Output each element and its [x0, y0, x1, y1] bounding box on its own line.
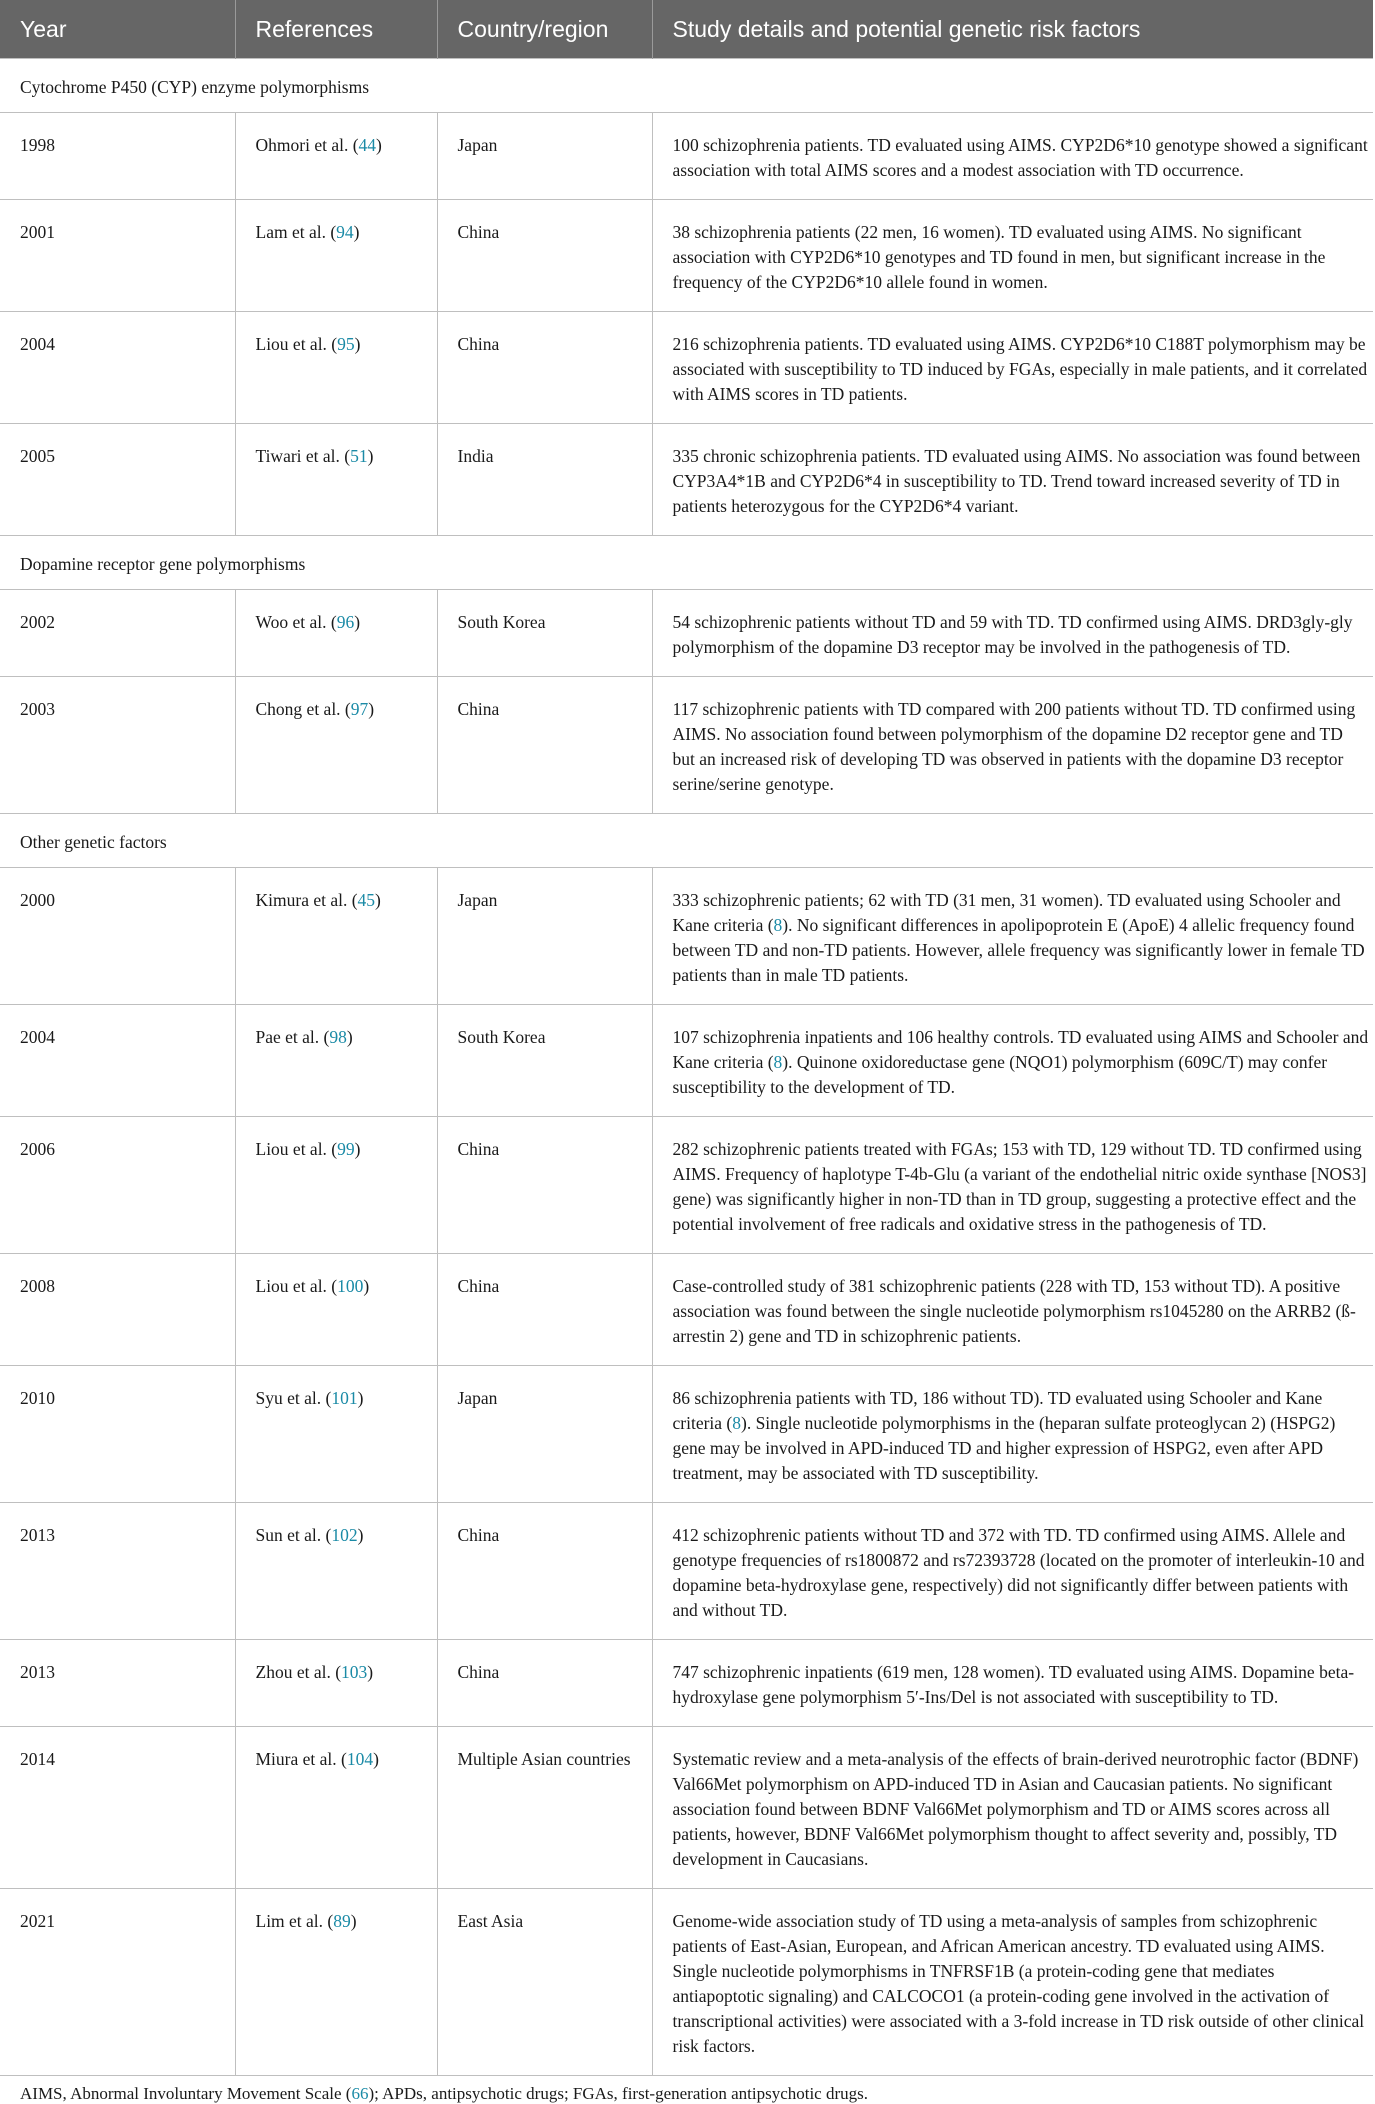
year-cell: 2004	[0, 312, 235, 424]
country-cell: Japan	[437, 113, 652, 200]
reference-close: )	[367, 1662, 374, 1682]
country-cell: Multiple Asian countries	[437, 1727, 652, 1889]
reference-link[interactable]: 99	[337, 1139, 355, 1159]
header-row	[0, 0, 1373, 59]
header-country: Country/region	[437, 0, 652, 59]
reference-cell	[235, 1366, 437, 1503]
reference-author: Pae et al. (	[255, 1027, 330, 1047]
section-title: Other genetic factors	[0, 814, 1373, 868]
reference-close: )	[357, 1525, 364, 1545]
reference-cell	[235, 868, 437, 1005]
reference-cell	[235, 1005, 437, 1117]
country-cell: India	[437, 424, 652, 536]
details-cell: Genome-wide association study of TD using a meta-analysis of samples from schizophrenic patients of East-Asian, European, and African American ancestry. TD evaluated using AIMS. Single nucleotide polymorphisms in TNFRSF1B (a protein-coding gene that mediates antiapoptotic signaling) and CALCOCO1 (a protein-coding gene involved in the activation of transcriptional activities) were associated with a 3-fold increase in TD risk outside of other clinical risk factors.	[652, 1889, 1373, 2076]
country-cell: China	[437, 1503, 652, 1640]
country-cell: China	[437, 1254, 652, 1366]
reference-author: Tiwari et al. (	[255, 446, 351, 466]
details-text: 333 schizophrenic patients; 62 with TD (31 men, 31 women). TD evaluated using Schooler and Kane criteria (	[672, 890, 1341, 935]
reference-close: )	[376, 135, 382, 155]
reference-cell	[235, 590, 437, 677]
details-ref-link[interactable]: 8	[732, 1413, 741, 1433]
year-cell: 1998	[0, 113, 235, 200]
reference-author: Liou et al. (	[255, 334, 338, 354]
reference-author: Kimura et al. (	[255, 890, 358, 910]
section-row	[0, 814, 1373, 868]
reference-link[interactable]: 97	[350, 699, 369, 719]
details-ref-link[interactable]: 8	[773, 1052, 783, 1072]
country-cell: China	[437, 1640, 652, 1727]
table-row	[0, 113, 1373, 200]
table-row	[0, 1117, 1373, 1254]
header-study-details: Study details and potential genetic risk factors	[652, 0, 1373, 59]
year-cell: 2000	[0, 868, 235, 1005]
details-cell: Systematic review and a meta-analysis of the effects of brain-derived neurotrophic factor (BDNF) Val66Met polymorphism on APD-induced TD in Asian and Caucasian patients. No significant association found between BDNF Val66Met polymorphism and TD or AIMS scores across all patients, however, BDNF Val66Met polymorphism thought to affect severity and, possibly, TD development in Caucasians.	[652, 1727, 1373, 1889]
country-cell: China	[437, 312, 652, 424]
year-cell: 2003	[0, 677, 235, 814]
table-header	[0, 0, 1373, 59]
table-row	[0, 1727, 1373, 1889]
details-cell	[652, 1366, 1373, 1503]
country-cell: Japan	[437, 1366, 652, 1503]
reference-close: )	[346, 1027, 353, 1047]
reference-cell	[235, 113, 437, 200]
details-cell: 747 schizophrenic inpatients (619 men, 128 women). TD evaluated using AIMS. Dopamine beta-hydroxylase gene polymorphism 5′-Ins/Del is not associated with susceptibility to TD.	[652, 1640, 1373, 1727]
details-ref-link[interactable]: 8	[773, 915, 783, 935]
country-cell: Japan	[437, 868, 652, 1005]
reference-link[interactable]: 94	[336, 222, 354, 242]
reference-link[interactable]: 98	[329, 1027, 347, 1047]
table-row	[0, 677, 1373, 814]
year-cell: 2014	[0, 1727, 235, 1889]
year-cell: 2008	[0, 1254, 235, 1366]
details-cell: 412 schizophrenic patients without TD and 372 with TD. TD confirmed using AIMS. Allele and genotype frequencies of rs1800872 and rs72393728 (located on the promoter of interleukin-10 and dopamine beta-hydroxylase gene, respectively) did not significantly differ between patients with and without TD.	[652, 1503, 1373, 1640]
details-text: ). No significant differences in apolipoprotein E (ApoE) 4 allelic frequency found between TD and non-TD patients. However, allele frequency was significantly lower in female TD patients than in male TD patients.	[672, 915, 1365, 985]
reference-link[interactable]: 89	[333, 1911, 351, 1931]
table-footnote	[0, 2075, 1373, 2104]
year-cell: 2006	[0, 1117, 235, 1254]
reference-close: )	[375, 890, 381, 910]
year-cell: 2013	[0, 1503, 235, 1640]
country-cell: South Korea	[437, 1005, 652, 1117]
reference-cell	[235, 1889, 437, 2076]
year-cell: 2010	[0, 1366, 235, 1503]
details-text: 107 schizophrenia inpatients and 106 healthy controls. TD evaluated using AIMS and Schooler and Kane criteria (	[672, 1027, 1369, 1072]
reference-author: Sun et al. (	[255, 1525, 332, 1545]
details-cell: 117 schizophrenic patients with TD compared with 200 patients without TD. TD confirmed using AIMS. No association found between polymorphism of the dopamine D2 receptor gene and TD but an increased risk of developing TD was observed in patients with the dopamine D3 receptor serine/serine genotype.	[652, 677, 1373, 814]
reference-author: Lam et al. (	[255, 222, 337, 242]
reference-cell	[235, 677, 437, 814]
reference-link[interactable]: 95	[337, 334, 355, 354]
table-row	[0, 1005, 1373, 1117]
reference-author: Ohmori et al. (	[255, 135, 359, 155]
table-row	[0, 424, 1373, 536]
country-cell: China	[437, 1117, 652, 1254]
reference-author: Liou et al. (	[255, 1276, 338, 1296]
details-cell: Case-controlled study of 381 schizophrenic patients (228 with TD, 153 without TD). A positive association was found between the single nucleotide polymorphism rs1045280 on the ARRB2 (ß-arrestin 2) gene and TD in schizophrenic patients.	[652, 1254, 1373, 1366]
section-title: Cytochrome P450 (CYP) enzyme polymorphisms	[0, 59, 1373, 113]
country-cell: China	[437, 200, 652, 312]
reference-cell	[235, 312, 437, 424]
reference-author: Liou et al. (	[255, 1139, 338, 1159]
reference-close: )	[368, 699, 375, 719]
details-cell: 54 schizophrenic patients without TD and 59 with TD. TD confirmed using AIMS. DRD3gly-gly polymorphism of the dopamine D3 receptor may be involved in the pathogenesis of TD.	[652, 590, 1373, 677]
reference-author: Zhou et al. (	[255, 1662, 342, 1682]
year-cell: 2013	[0, 1640, 235, 1727]
header-year: Year	[0, 0, 235, 59]
reference-author: Chong et al. (	[255, 699, 351, 719]
reference-cell	[235, 1117, 437, 1254]
details-cell: 100 schizophrenia patients. TD evaluated using AIMS. CYP2D6*10 genotype showed a significant association with total AIMS scores and a modest association with TD occurrence.	[652, 113, 1373, 200]
reference-link[interactable]: 44	[358, 135, 377, 155]
details-cell: 282 schizophrenic patients treated with FGAs; 153 with TD, 129 without TD. TD confirmed using AIMS. Frequency of haplotype T-4b-Glu (a variant of the endothelial nitric oxide synthase [NOS3] gene) was significantly higher in non-TD than in TD group, suggesting a protective effect and the potential involvement of free radicals and oxidative stress in the pathogenesis of TD.	[652, 1117, 1373, 1254]
reference-link[interactable]: 45	[357, 890, 376, 910]
table-row	[0, 868, 1373, 1005]
details-text: 86 schizophrenia patients with TD, 186 without TD). TD evaluated using Schooler and Kane criteria (	[672, 1388, 1323, 1433]
table-row	[0, 1366, 1373, 1503]
reference-link[interactable]: 102	[331, 1525, 358, 1545]
year-cell: 2021	[0, 1889, 235, 2076]
year-cell: 2005	[0, 424, 235, 536]
reference-cell	[235, 200, 437, 312]
reference-close: )	[373, 1749, 379, 1769]
reference-close: )	[357, 1388, 364, 1408]
section-row	[0, 536, 1373, 590]
section-title: Dopamine receptor gene polymorphisms	[0, 536, 1373, 590]
details-cell	[652, 868, 1373, 1005]
year-cell: 2002	[0, 590, 235, 677]
details-cell: 335 chronic schizophrenia patients. TD evaluated using AIMS. No association was found between CYP3A4*1B and CYP2D6*4 in susceptibility to TD. Trend toward increased severity of TD in patients heterozygous for the CYP2D6*4 variant.	[652, 424, 1373, 536]
year-cell: 2001	[0, 200, 235, 312]
reference-link[interactable]: 104	[346, 1749, 374, 1769]
details-text: ). Quinone oxidoreductase gene (NQO1) polymorphism (609C/T) may confer susceptibility to the development of TD.	[672, 1052, 1328, 1097]
details-cell: 38 schizophrenia patients (22 men, 16 women). TD evaluated using AIMS. No significant association with CYP2D6*10 genotypes and TD found in men, but significant increase in the frequency of the CYP2D6*10 allele found in women.	[652, 200, 1373, 312]
reference-link[interactable]: 101	[331, 1388, 358, 1408]
details-cell: 216 schizophrenia patients. TD evaluated using AIMS. CYP2D6*10 C188T polymorphism may be associated with susceptibility to TD induced by FGAs, especially in male patients, and it correlated with AIMS scores in TD patients.	[652, 312, 1373, 424]
country-cell: East Asia	[437, 1889, 652, 2076]
reference-cell	[235, 1254, 437, 1366]
reference-link[interactable]: 96	[336, 612, 355, 632]
section-row	[0, 59, 1373, 113]
reference-cell	[235, 1503, 437, 1640]
year-cell: 2004	[0, 1005, 235, 1117]
footnote-text-before: AIMS, Abnormal Involuntary Movement Scale (	[20, 2084, 352, 2103]
reference-cell	[235, 424, 437, 536]
reference-author: Lim et al. (	[255, 1911, 334, 1931]
reference-link[interactable]: 51	[350, 446, 368, 466]
reference-close: )	[354, 1139, 361, 1159]
table-row	[0, 1640, 1373, 1727]
reference-author: Miura et al. (	[255, 1749, 347, 1769]
reference-close: )	[354, 334, 361, 354]
reference-link[interactable]: 103	[341, 1662, 368, 1682]
reference-link[interactable]: 100	[337, 1276, 364, 1296]
table-row	[0, 312, 1373, 424]
table-row	[0, 590, 1373, 677]
reference-cell	[235, 1640, 437, 1727]
header-references: References	[235, 0, 437, 59]
reference-author: Syu et al. (	[255, 1388, 332, 1408]
footnote-text-after: ); APDs, antipsychotic drugs; FGAs, first-generation antipsychotic drugs.	[368, 2084, 869, 2103]
reference-author: Woo et al. (	[255, 612, 337, 632]
reference-close: )	[367, 446, 374, 466]
reference-close: )	[353, 222, 360, 242]
reference-close: )	[363, 1276, 370, 1296]
reference-close: )	[350, 1911, 357, 1931]
table-row	[0, 1503, 1373, 1640]
table-row	[0, 1889, 1373, 2076]
country-cell: South Korea	[437, 590, 652, 677]
table-body	[0, 59, 1373, 2076]
reference-close: )	[354, 612, 361, 632]
reference-cell	[235, 1727, 437, 1889]
details-cell	[652, 1005, 1373, 1117]
details-text: ). Single nucleotide polymorphisms in the (heparan sulfate proteoglycan 2) (HSPG2) gene may be involved in APD-induced TD and higher expression of HSPG2, even after APD treatment, may be associated with TD susceptibility.	[672, 1413, 1336, 1483]
country-cell: China	[437, 677, 652, 814]
footnote-ref-link[interactable]: 66	[351, 2084, 369, 2103]
table-row	[0, 200, 1373, 312]
table-row	[0, 1254, 1373, 1366]
